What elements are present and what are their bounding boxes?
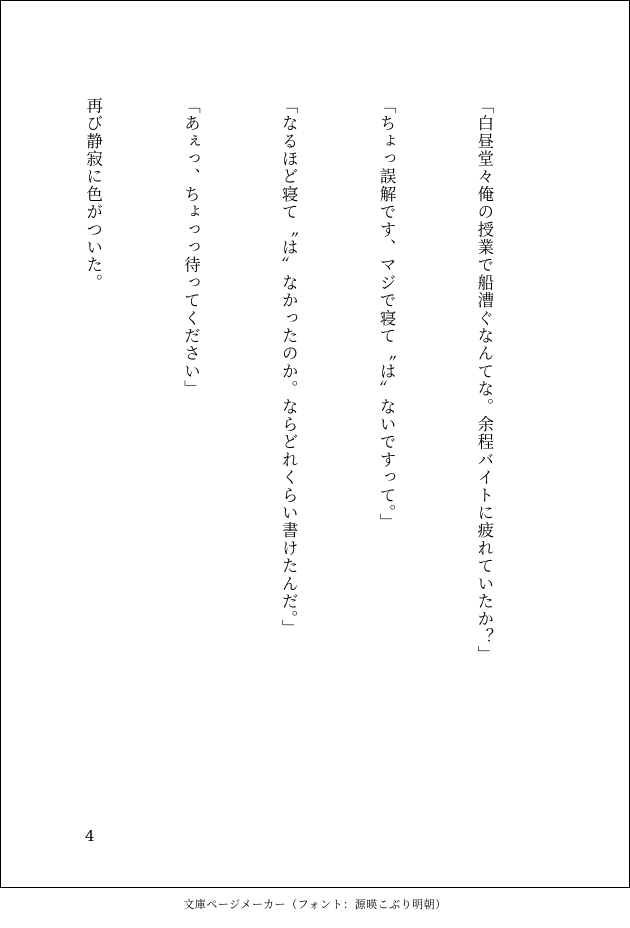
- vertical-text-body: [0, 97, 565, 817]
- text-line: 「あぇっ、ちょっっ待ってください」: [181, 97, 201, 398]
- page-number: 4: [85, 827, 95, 845]
- text-line: 「なるほど寝て〝は〟なかったのか。ならどれくらい書けたんだ。」: [279, 97, 299, 638]
- text-line: 再び静寂に色がついた。: [83, 97, 103, 292]
- text-line: 「ちょっ誤解です、マジで寝て〝は〟ないですって。」: [377, 97, 397, 532]
- text-line: 「白昼堂々俺の授業で船漕ぐなんてな。余程バイトに疲れていたか？」: [474, 97, 494, 664]
- blank-line: [0, 97, 11, 817]
- footer-credit: 文庫ページメーカー（フォント：源暎こぶり明朝）: [183, 898, 447, 911]
